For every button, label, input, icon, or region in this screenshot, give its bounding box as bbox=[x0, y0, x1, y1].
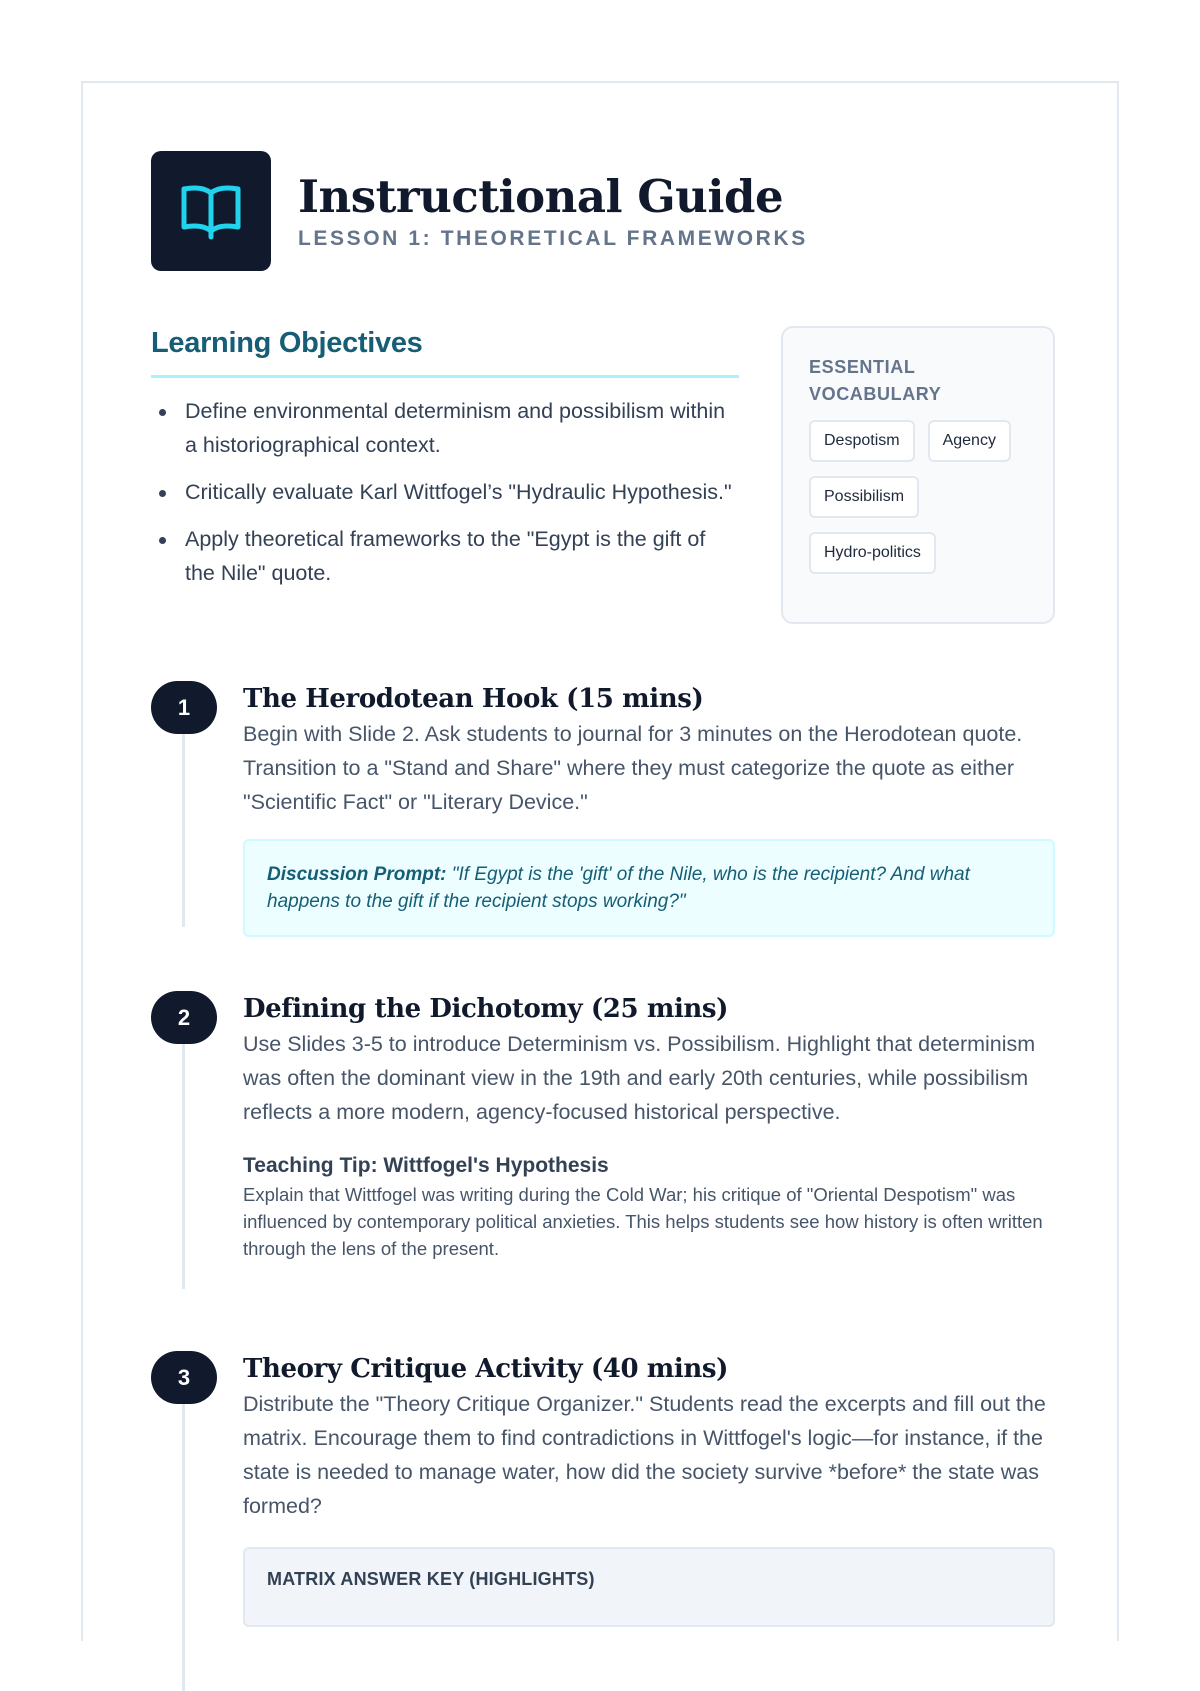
step-number-badge: 1 bbox=[151, 681, 217, 734]
step-number-badge: 3 bbox=[151, 1351, 217, 1404]
lesson-step-1 bbox=[151, 681, 1055, 937]
step-description: Begin with Slide 2. Ask students to journal for 3 minutes on the Herodotean quote. Transition to a "Stand and Share" where they must categorize the quote as either "Scientific Fact" or "Literary Device." bbox=[243, 722, 1023, 814]
teaching-tip-text: Explain that Wittfogel was writing during the Cold War; his critique of "Oriental Despotism" was influenced by contemporary political anxieties. This helps students see how history is often written through the lens of the present. bbox=[243, 1184, 1043, 1259]
step-title: Defining the Dichotomy (25 mins) bbox=[243, 994, 729, 1024]
step-number-badge: 2 bbox=[151, 991, 217, 1044]
learning-objectives bbox=[151, 323, 739, 603]
step-title: Theory Critique Activity (40 mins) bbox=[243, 1354, 729, 1384]
logo-badge bbox=[151, 151, 271, 271]
essential-vocabulary-card bbox=[781, 326, 1055, 624]
discussion-prompt-text: "If Egypt is the 'gift' of the Nile, who is the recipient? And what happens to the gift if the recipient stops working?" bbox=[267, 864, 970, 912]
discussion-prompt-label: Discussion Prompt: bbox=[267, 864, 447, 885]
vocab-chip-despotism[interactable]: Despotism bbox=[809, 420, 915, 462]
vocab-chip-agency[interactable]: Agency bbox=[928, 420, 1011, 462]
vocabulary-title: ESSENTIAL VOCABULARY bbox=[809, 357, 942, 404]
objectives-heading: Learning Objectives bbox=[151, 323, 739, 378]
objective-item: Critically evaluate Karl Wittfogel’s "Hydraulic Hypothesis." bbox=[151, 475, 739, 509]
lesson-step-2 bbox=[151, 991, 1055, 1262]
step-description: Use Slides 3-5 to introduce Determinism vs. Possibilism. Highlight that determinism was often the dominant view in the 19th and early 20th centuries, while possibilism reflects a more modern, agency-focused historical perspective. bbox=[243, 1032, 1036, 1124]
vocab-chip-hydro-politics[interactable]: Hydro-politics bbox=[809, 532, 936, 574]
page-subtitle: LESSON 1: THEORETICAL FRAMEWORKS bbox=[298, 227, 808, 250]
step-title: The Herodotean Hook (15 mins) bbox=[243, 684, 704, 714]
objective-item: Define environmental determinism and possibilism within a historiographical context. bbox=[151, 394, 739, 462]
step-connector-line bbox=[182, 1031, 185, 1289]
lesson-step-3 bbox=[151, 1351, 1055, 1627]
step-connector-line bbox=[182, 1391, 185, 1691]
instructional-guide-page bbox=[81, 81, 1119, 1641]
step-connector-line bbox=[182, 721, 185, 927]
vocabulary-chips bbox=[809, 420, 1031, 588]
open-book-icon bbox=[179, 181, 243, 241]
vocab-chip-possibilism[interactable]: Possibilism bbox=[809, 476, 919, 518]
objective-item: Apply theoretical frameworks to the "Egypt is the gift of the Nile" quote. bbox=[151, 522, 739, 590]
guide-header bbox=[151, 151, 808, 271]
matrix-answer-key-title: MATRIX ANSWER KEY (HIGHLIGHTS) bbox=[267, 1569, 595, 1589]
objectives-list bbox=[151, 394, 739, 590]
step-description: Distribute the "Theory Critique Organizer." Students read the excerpts and fill out the matrix. Encourage them to find contradictions in Wittfogel's logic—for instance, if the state is needed to manage water, how did the society survive *before* the state was formed? bbox=[243, 1392, 1046, 1518]
discussion-prompt-box bbox=[243, 839, 1055, 937]
page-title: Instructional Guide bbox=[298, 170, 784, 223]
matrix-answer-key-box bbox=[243, 1547, 1055, 1627]
teaching-tip-title: Teaching Tip: Wittfogel's Hypothesis bbox=[243, 1154, 609, 1177]
